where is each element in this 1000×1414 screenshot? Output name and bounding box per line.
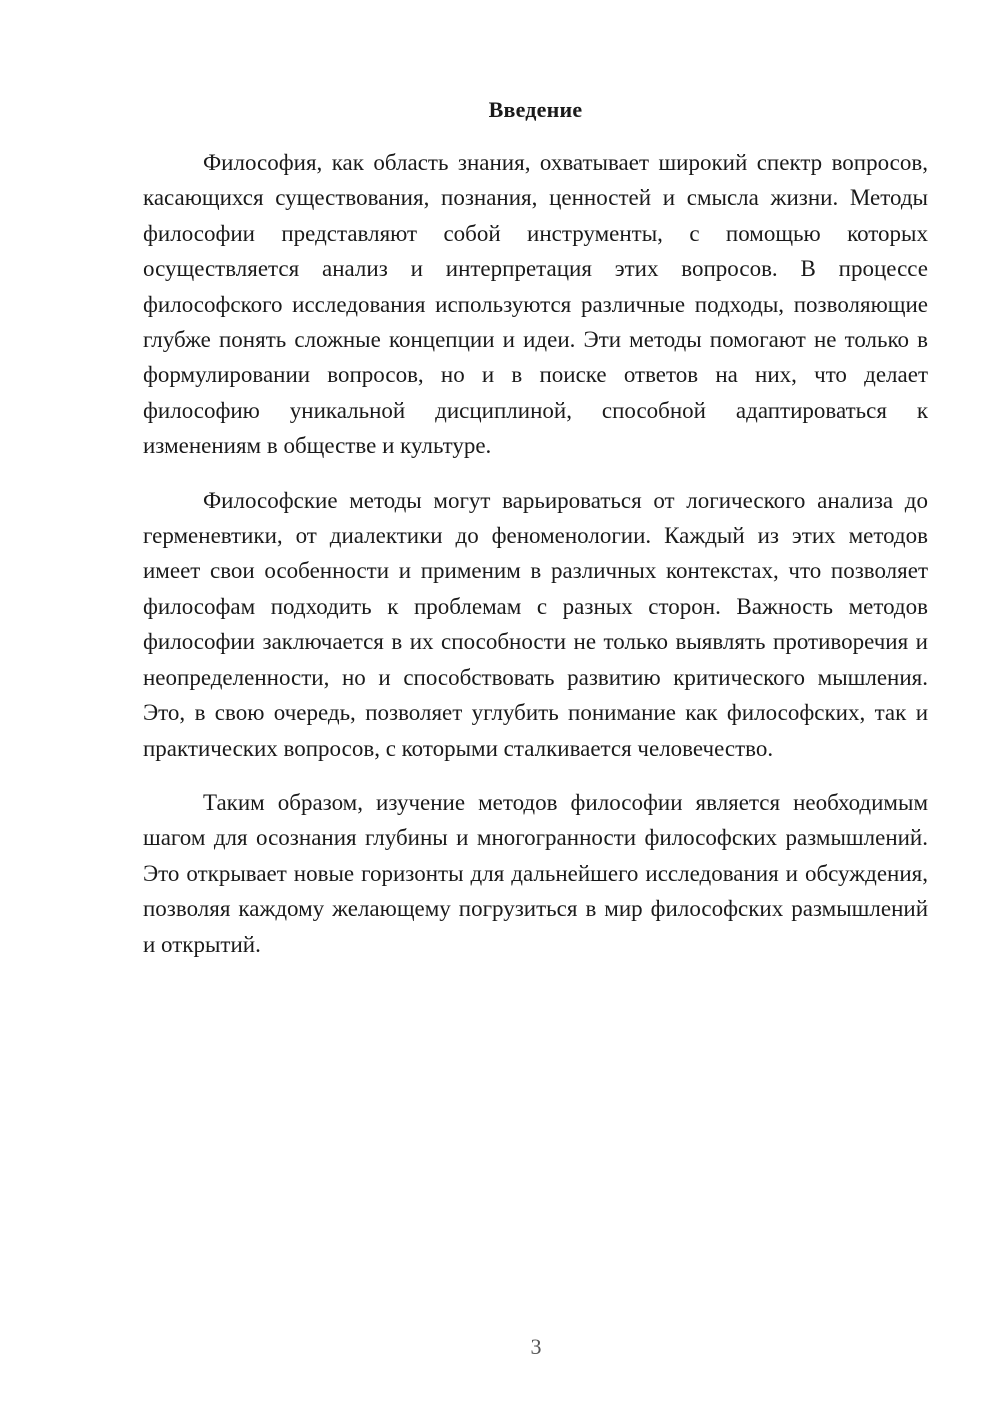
page-number: 3 xyxy=(530,1334,542,1359)
paragraph-1: Философия, как область знания, охватывает широкий спектр вопросов, касающихся существования, познания, ценностей и смысла жизни. Методы философии представляют собой инструменты, с помощью которых осуществляется анализ и интерпретация этих вопросов. В процессе философского исследования используются различные подходы, позволяющие глубже понять сложные концепции и идеи. Эти методы помогают не только в формулировании вопросов, но и в поиске ответов на них, что делает философию уникальной дисциплиной, способной адаптироваться к изменениям в обществе и культуре. xyxy=(143,150,928,459)
page-content xyxy=(143,95,928,981)
paragraph-2: Философские методы могут варьироваться от логического анализа до герменевтики, от диалектики до феноменологии. Каждый из этих методов имеет свои особенности и применим в различных контекстах, что позволяет философам подходить к проблемам с разных сторон. Важность методов философии заключается в их способности не только выявлять противоречия и неопределенности, но и способствовать развитию критического мышления. Это, в свою очередь, позволяет углубить понимание как философских, так и практических вопросов, с которыми сталкивается человечество. xyxy=(143,487,928,761)
section-heading: Введение xyxy=(488,97,583,122)
paragraph-3: Таким образом, изучение методов философии является необходимым шагом для осознания глубины и многогранности философских размышлений. Это открывает новые горизонты для дальнейшего исследования и обсуждения, позволяя каждому желающему погрузиться в мир философских размышлений и открытий. xyxy=(143,789,928,957)
